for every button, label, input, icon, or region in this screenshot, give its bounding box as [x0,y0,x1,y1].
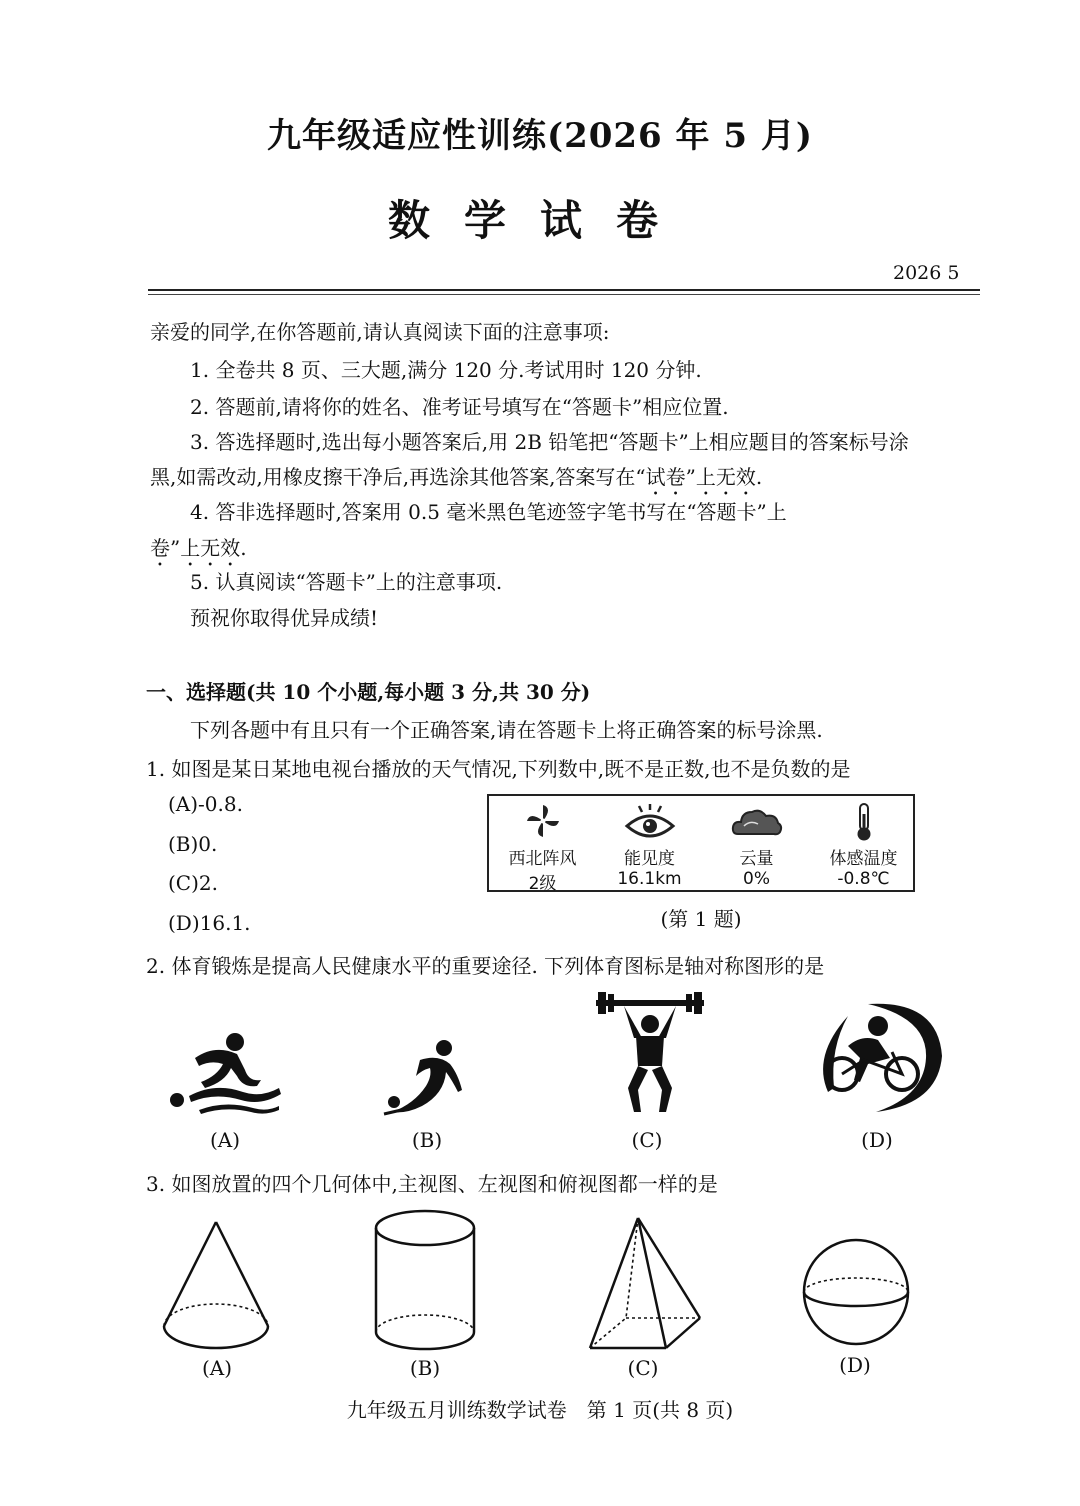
cylinder-icon [372,1208,478,1354]
notice-text: 黑,如需改动,用橡皮擦干净后,再选涂其他答案,答案写在“ [150,465,646,489]
weather-value: 0% [743,869,770,889]
notice-item-5: 5. 认真阅读“答题卡”上的注意事项. [190,570,503,594]
weather-label: 西北阵风 [508,849,577,869]
weather-label: 云量 [739,849,774,869]
weather-cell-wind [489,796,596,892]
header-divider-thin [148,294,980,295]
triathlon-icon [165,1030,285,1115]
weather-value: 16.1km [617,869,682,889]
exam-title: 九年级适应性训练(2026 年 5 月) [267,116,813,156]
notice-text: . [240,536,247,560]
notice-item-2: 2. 答题前,请将你的姓名、准考证号填写在“答题卡”相应位置. [190,395,729,419]
q1-option-d: (D)16.1. [168,911,251,935]
notice-item-4-line-1: 4. 答非选择题时,答案用 0.5 毫米黑色笔迹签字笔书写在“答题卡”上 [190,500,787,524]
section-instruction: 下列各题中有且只有一个正确答案,请在答题卡上将正确答案的标号涂黑. [190,718,823,742]
notice-emphasis: 上无效 [695,465,756,489]
weather-cell-cloud [703,796,810,892]
q3-label-d: (D) [839,1353,871,1377]
notice-item-3-line-2 [150,465,762,500]
q2-label-d: (D) [861,1128,893,1152]
notice-text: ” [685,465,696,489]
pyramid-icon [586,1214,704,1352]
notice-item-4-line-2 [150,536,247,571]
page-footer: 九年级五月训练数学试卷 第 1 页(共 8 页) [346,1398,734,1422]
exam-date: 2026 5 [893,262,960,284]
section-heading: 一、选择题(共 10 个小题,每小题 3 分,共 30 分) [146,680,591,704]
q1-option-c: (C)2. [168,871,218,895]
question-2-stem: 2. 体育锻炼是提高人民健康水平的重要途径. 下列体育图标是轴对称图形的是 [146,954,825,978]
weightlifting-icon [594,992,706,1114]
windmill-icon [523,802,563,840]
question-1-stem: 1. 如图是某日某地电视台播放的天气情况,下列数中,既不是正数,也不是负数的是 [146,757,851,781]
notice-text: . [755,465,763,489]
q3-label-a: (A) [201,1356,233,1380]
notice-emphasis: 卷” [150,536,181,560]
cloud-icon [730,802,784,840]
q3-label-c: (C) [627,1356,659,1380]
cycling-icon [808,996,948,1116]
q1-caption: (第 1 题) [660,907,742,931]
weather-cell-visibility [596,796,703,892]
q2-label-b: (B) [411,1128,443,1152]
weather-cell-temperature [810,796,917,892]
q1-option-a: (A)-0.8. [168,792,243,816]
sphere-icon [800,1236,912,1348]
q1-option-b: (B)0. [168,832,218,856]
notice-item-1: 1. 全卷共 8 页、三大题,满分 120 分.考试用时 120 分钟. [190,358,702,382]
weather-label: 能见度 [624,849,675,869]
weather-label: 体感温度 [829,849,898,869]
football-icon [380,1038,472,1118]
q2-label-a: (A) [209,1128,241,1152]
notice-item-3-line-1: 3. 答选择题时,选出每小题答案后,用 2B 铅笔把“答题卡”上相应题目的答案标号涂 [190,430,909,454]
question-3-stem: 3. 如图放置的四个几何体中,主视图、左视图和俯视图都一样的是 [146,1172,718,1196]
q3-label-b: (B) [409,1356,441,1380]
header-divider [148,289,980,291]
notice-wish: 预祝你取得优异成绩! [190,606,379,630]
notice-intro: 亲爱的同学,在你答题前,请认真阅读下面的注意事项: [150,320,610,344]
q2-label-c: (C) [631,1128,663,1152]
notice-emphasis: 上无效 [180,536,241,560]
notice-emphasis: 试卷 [645,465,686,489]
exam-subject: 数学试卷 [387,196,692,245]
weather-value: -0.8℃ [837,869,890,889]
weather-panel [487,794,915,892]
thermometer-icon [849,802,879,842]
cone-icon [160,1218,272,1354]
weather-value: 2级 [528,874,557,894]
eye-icon [623,802,677,840]
